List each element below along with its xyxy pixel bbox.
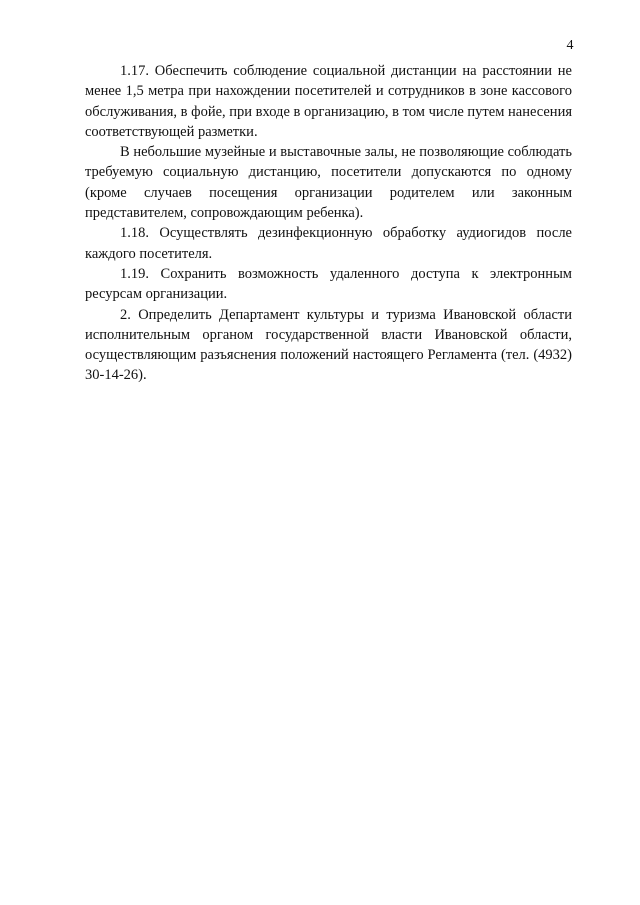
- paragraph-1-19: 1.19. Сохранить возможность удаленного доступа к электронным ресурсам организации.: [85, 265, 572, 303]
- paragraph-1-18: 1.18. Осуществлять дезинфекционную обработку аудиогидов после каждого посетителя.: [85, 225, 572, 262]
- paragraph-2: 2. Определить Департамент культуры и туризма Ивановской области исполнительным органом государственной власти Ивановской области, осуществляющим разъяснения положений настоящего Регламента (тел. (4932) 30-14-26).: [85, 306, 572, 384]
- paragraph-1-17: 1.17. Обеспечить соблюдение социальной дистанции на расстоянии не менее 1,5 метра при нахождении посетителей и сотрудников в зоне кассового обслуживания, в фойе, при входе в организацию, в том числе путем нанесения соответствующей разметки.: [85, 63, 572, 140]
- paragraph-small-halls: В небольшие музейные и выставочные залы, не позволяющие соблюдать требуемую социальную дистанцию, посетители допускаются по одному (кроме случаев посещения организации родителем или законным представителем, сопровождающим ребенка).: [85, 144, 572, 222]
- document-body: [85, 61, 572, 386]
- page-number: 4: [566, 38, 574, 53]
